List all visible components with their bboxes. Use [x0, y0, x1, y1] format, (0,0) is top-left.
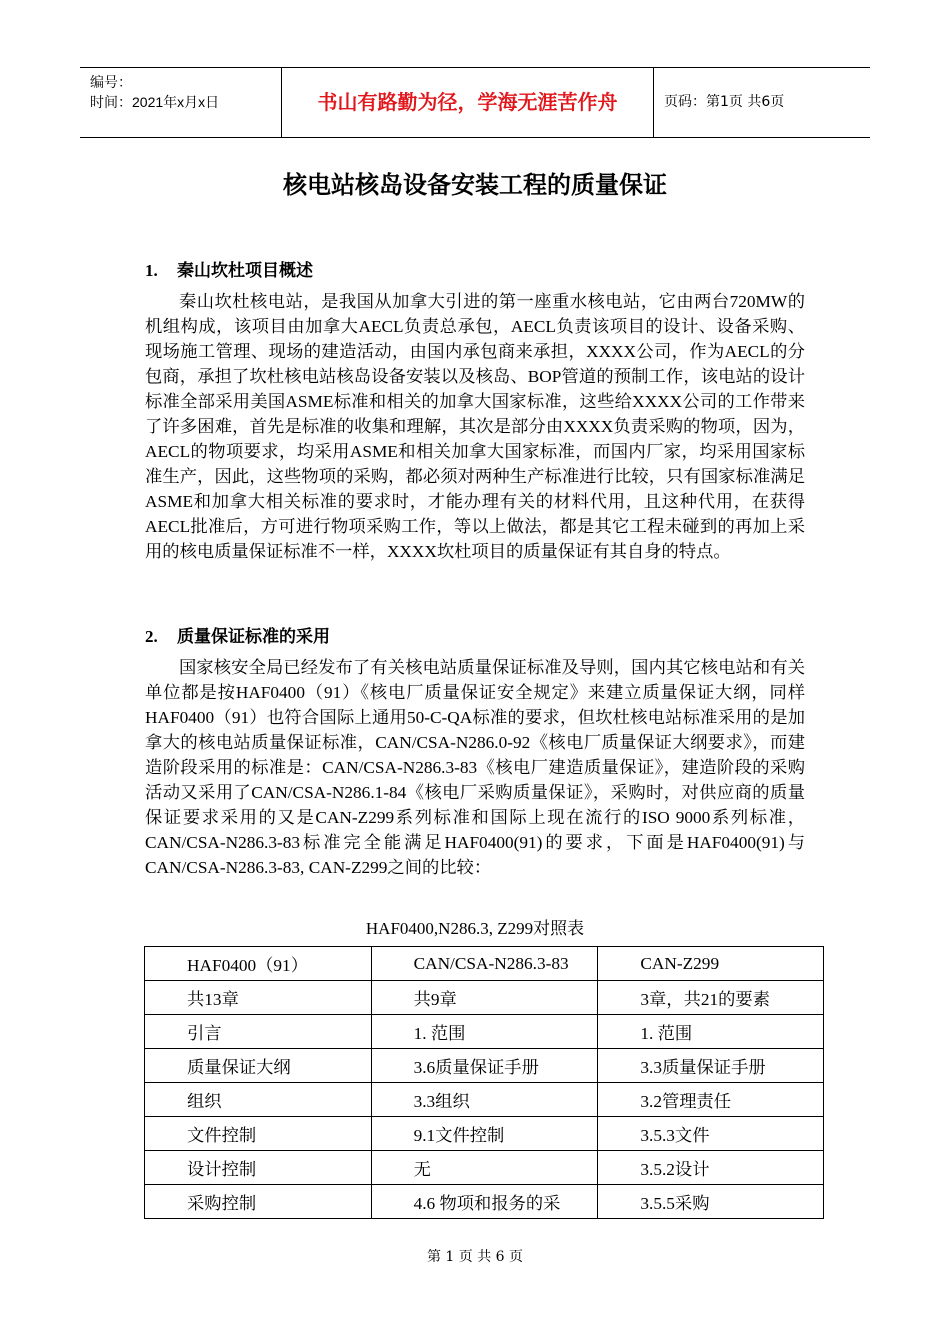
- table-cell: 1. 范围: [598, 1015, 824, 1049]
- section-heading-1: [145, 256, 313, 281]
- table-cell: HAF0400（91）: [145, 947, 372, 981]
- table-cell: 9.1文件控制: [371, 1117, 598, 1151]
- section-heading-text: 秦山坎杜项目概述: [177, 261, 313, 281]
- table-cell: 设计控制: [145, 1151, 372, 1185]
- table-cell: 共13章: [145, 981, 372, 1015]
- section-number: 1.: [145, 261, 158, 280]
- table-cell: 3.5.5采购: [598, 1185, 824, 1219]
- header-motto: 书山有路勤为径，学海无涯苦作舟: [281, 68, 654, 137]
- section-heading-text: 质量保证标准的采用: [177, 627, 330, 647]
- page-header: [80, 67, 870, 138]
- table-cell: 3章，共21的要素: [598, 981, 824, 1015]
- table-cell: 质量保证大纲: [145, 1049, 372, 1083]
- section-paragraph-2: 国家核安全局已经发布了有关核电站质量保证标准及导则，国内其它核电站和有关单位都是按HAF0400（91）《核电厂质量保证安全规定》来建立质量保证大纲，同样HAF0400（91）也符合国际上通用50-C-QA标准的要求，但坎杜核电站标准采用的是加拿大的核电站质量保证标准，CAN/CSA-N286.0-92《核电厂质量保证大纲要求》，而建造阶段采用的标准是：CAN/CSA-N286.3-83《核电厂建造质量保证》，建造阶段的采购活动又采用了CAN/CSA-N286.1-84《核电厂采购质量保证》，采购时，对供应商的质量保证要求采用的又是CAN-Z299系列标准和国际上现在流行的ISO 9000系列标准，CAN/CSA-N286.3-83标准完全能满足HAF0400(91)的要求，下面是HAF0400(91)与CAN/CSA-N286.3-83, CAN-Z299之间的比较：: [145, 658, 805, 877]
- table-cell: 无: [371, 1151, 598, 1185]
- header-meta: [80, 68, 281, 137]
- table-cell: 3.3质量保证手册: [598, 1049, 824, 1083]
- header-code-label: 编号：: [90, 74, 132, 90]
- page-footer: 第 1 页 共 6 页: [426, 1249, 524, 1265]
- table-row: [145, 947, 824, 981]
- table-cell: 组织: [145, 1083, 372, 1117]
- table-row: [145, 1151, 824, 1185]
- table-caption: HAF0400,N286.3, Z299对照表: [365, 919, 585, 938]
- table-cell: 3.2管理责任: [598, 1083, 824, 1117]
- table-row: [145, 1117, 824, 1151]
- section-heading-2: [145, 622, 330, 647]
- table-cell: 1. 范围: [371, 1015, 598, 1049]
- table-cell: 3.5.2设计: [598, 1151, 824, 1185]
- table-row: [145, 1083, 824, 1117]
- table-row: [145, 981, 824, 1015]
- table-cell: 3.6质量保证手册: [371, 1049, 598, 1083]
- table-row: [145, 1185, 824, 1219]
- table-cell: 共9章: [371, 981, 598, 1015]
- table-cell: 文件控制: [145, 1117, 372, 1151]
- table-cell: 3.3组织: [371, 1083, 598, 1117]
- table-cell: 采购控制: [145, 1185, 372, 1219]
- table-row: [145, 1015, 824, 1049]
- header-date: 时间：2021年x月x日: [90, 94, 220, 110]
- table-row: [145, 1049, 824, 1083]
- table-cell: 3.5.3文件: [598, 1117, 824, 1151]
- comparison-table: [144, 946, 824, 1219]
- table-cell: 4.6 物项和报务的采: [371, 1185, 598, 1219]
- table-cell: CAN-Z299: [598, 947, 824, 981]
- header-page-info: 页码：第1页 共6页: [664, 94, 785, 110]
- document-title: 核电站核岛设备安装工程的质量保证: [283, 171, 667, 199]
- table-cell: CAN/CSA-N286.3-83: [371, 947, 598, 981]
- table-cell: 引言: [145, 1015, 372, 1049]
- section-number: 2.: [145, 627, 158, 646]
- section-paragraph-1: 秦山坎杜核电站，是我国从加拿大引进的第一座重水核电站，它由两台720MW的机组构成，该项目由加拿大AECL负责总承包，AECL负责该项目的设计、设备采购、现场施工管理、现场的建造活动，由国内承包商来承担，XXXX公司，作为AECL的分包商，承担了坎杜核电站核岛设备安装以及核岛、BOP管道的预制工作，该电站的设计标准全部采用美国ASME标准和相关的加拿大国家标准，这些给XXXX公司的工作带来了许多困难，首先是标准的收集和理解，其次是部分由XXXX负责采购的物项，因为，AECL的物项要求，均采用ASME和相关加拿大国家标准，而国内厂家，均采用国家标准生产，因此，这些物项的采购，都必须对两种生产标准进行比较，只有国家标准满足ASME和加拿大相关标准的要求时，才能办理有关的材料代用，且这种代用，在获得AECL批准后，方可进行物项采购工作，等以上做法，都是其它工程未碰到的再加上采用的核电质量保证标准不一样，XXXX坎杜项目的质量保证有其自身的特点。: [145, 292, 805, 561]
